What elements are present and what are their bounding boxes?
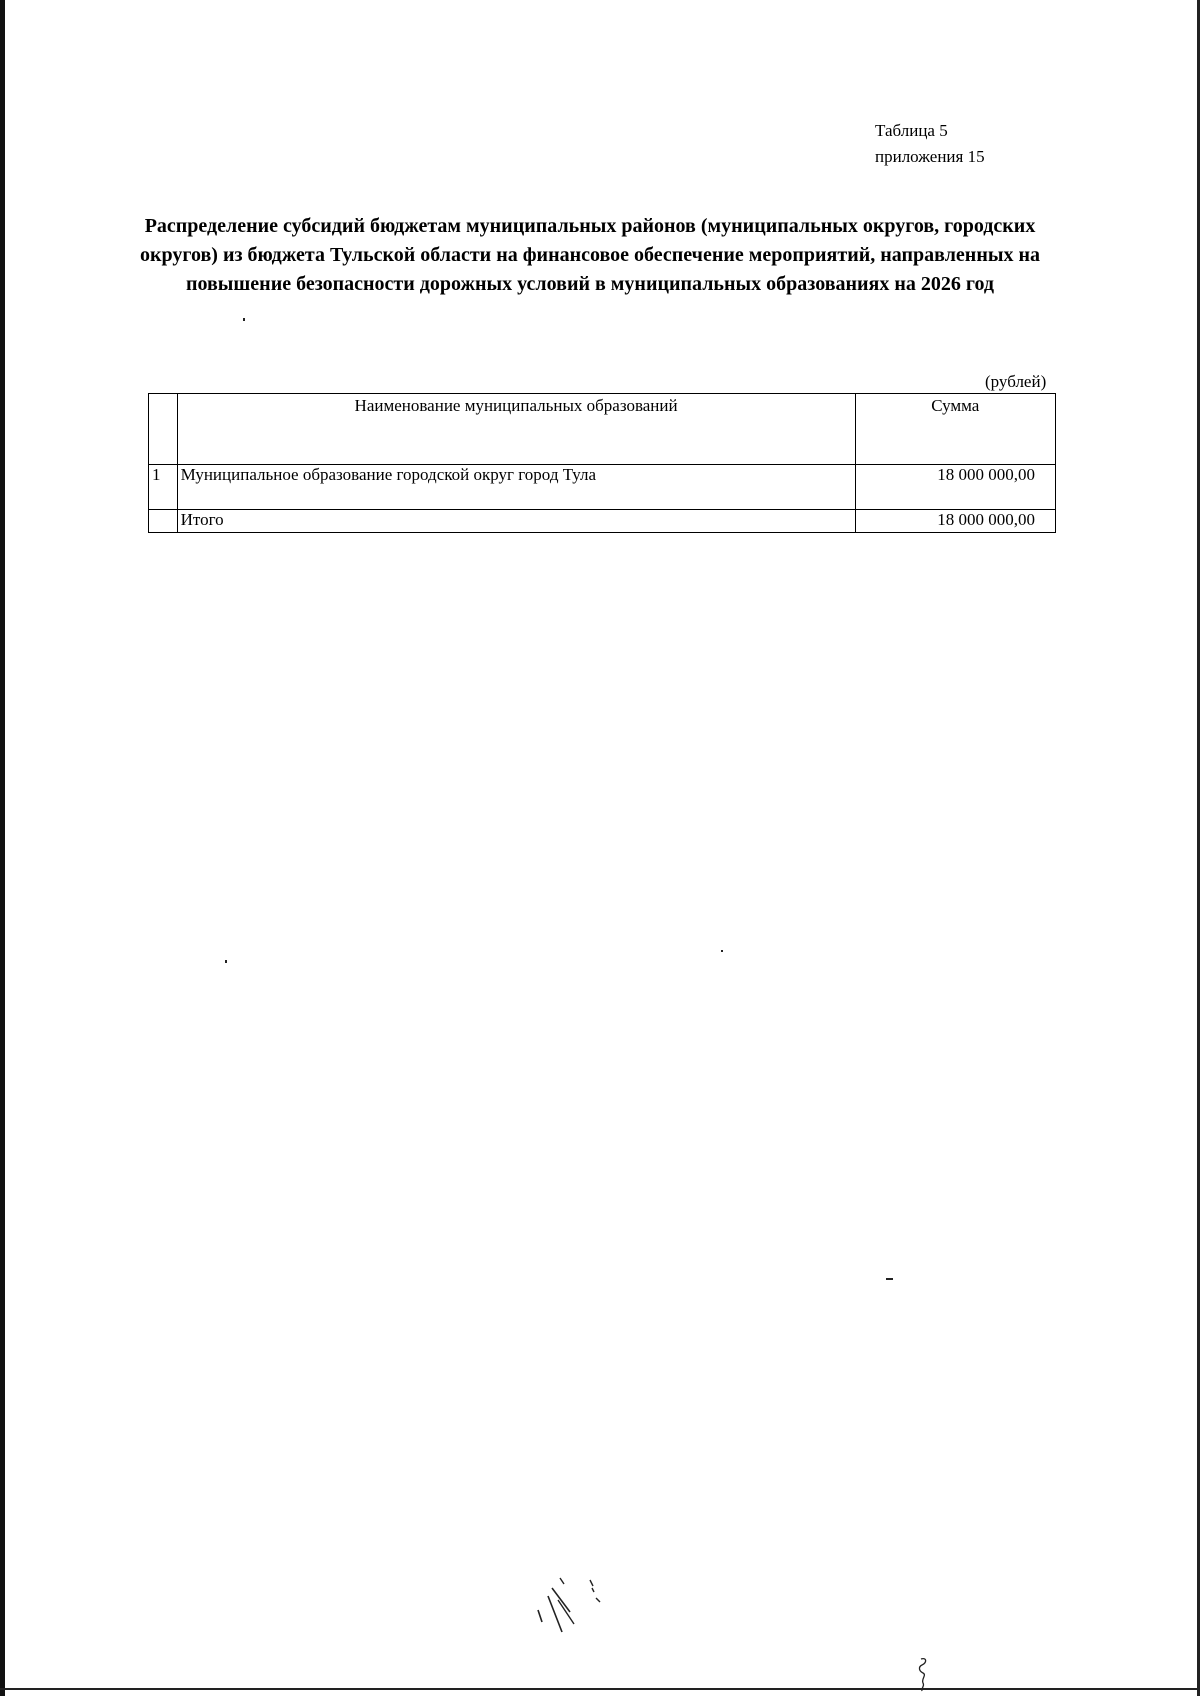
row-sum-cell: 18 000 000,00 bbox=[855, 465, 1055, 510]
scan-speck bbox=[243, 318, 245, 321]
total-label-cell: Итого bbox=[177, 510, 855, 533]
scan-speck bbox=[886, 1278, 893, 1280]
table-header-row bbox=[149, 394, 1056, 465]
table-number: Таблица 5 bbox=[875, 121, 948, 140]
appendix-number: приложения 15 bbox=[875, 147, 985, 166]
unit-label: (рублей) bbox=[985, 372, 1047, 391]
header-name-cell: Наименование муниципальных образований bbox=[177, 394, 855, 465]
scan-left-edge bbox=[0, 0, 5, 1696]
header-number-cell bbox=[149, 394, 178, 465]
scan-speck bbox=[721, 950, 723, 952]
header-sum-cell: Сумма bbox=[855, 394, 1055, 465]
initial-mark-icon bbox=[915, 1655, 935, 1695]
total-row bbox=[149, 510, 1056, 533]
scan-bottom-edge bbox=[0, 1688, 1200, 1690]
subsidy-table bbox=[148, 393, 1056, 533]
table-reference bbox=[875, 118, 985, 170]
row-name-cell: Муниципальное образование городской округ город Тула bbox=[177, 465, 855, 510]
signature-mark-icon bbox=[530, 1540, 630, 1650]
scan-speck bbox=[225, 960, 227, 963]
table-row bbox=[149, 465, 1056, 510]
document-title: Распределение субсидий бюджетам муниципальных районов (муниципальных округов, городских округов) из бюджета Тульской области на финансовое обеспечение мероприятий, направленных на повышение безопасности дорожных условий в муниципальных образованиях на 2026 год bbox=[140, 215, 1040, 295]
total-sum-cell: 18 000 000,00 bbox=[855, 510, 1055, 533]
total-number-cell bbox=[149, 510, 178, 533]
row-number-cell: 1 bbox=[149, 465, 178, 510]
